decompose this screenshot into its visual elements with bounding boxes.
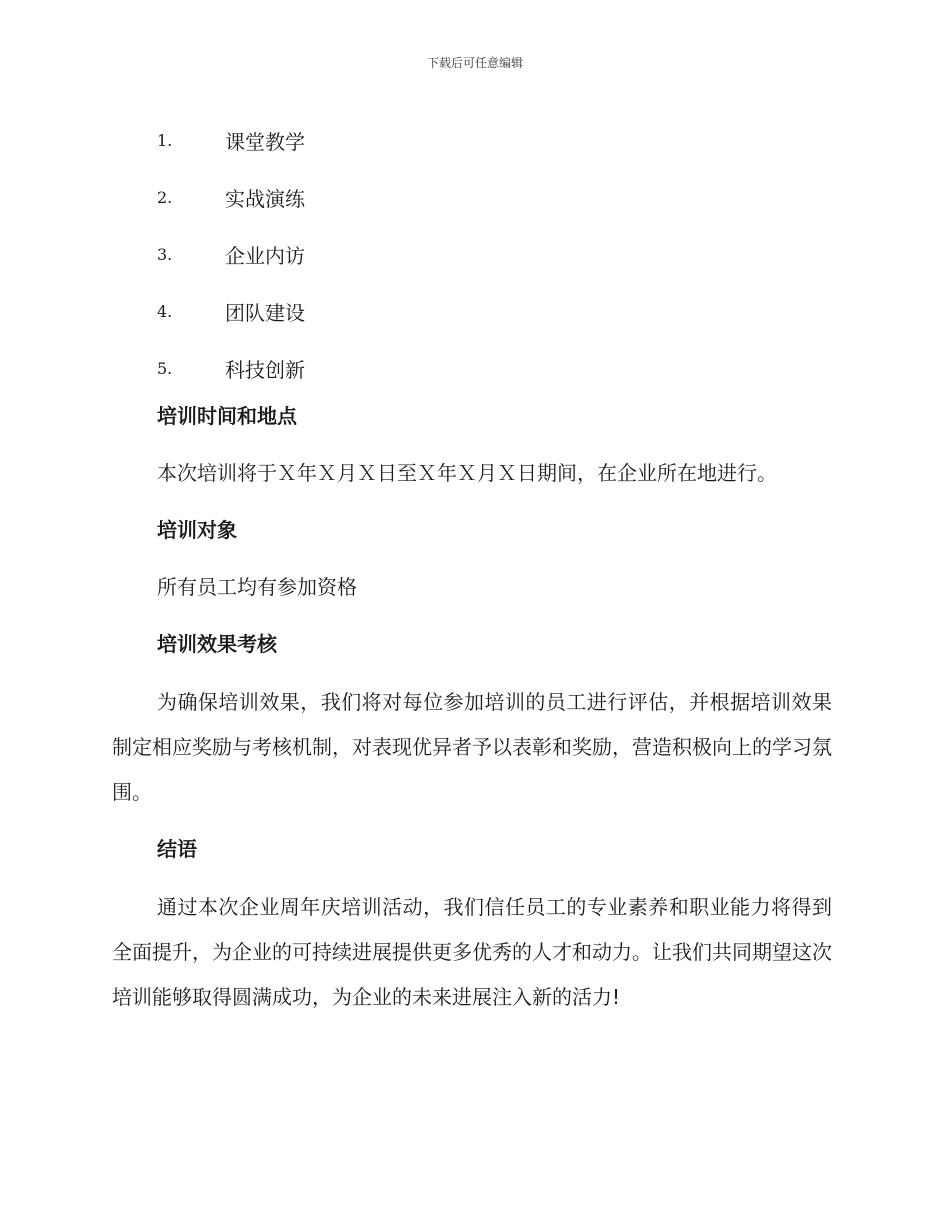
list-item <box>157 112 305 169</box>
section-heading-time-place: 培训时间和地点 <box>157 404 297 428</box>
assessment-section <box>112 629 832 659</box>
list-text: 课堂教学 <box>225 130 305 154</box>
conclusion-text: 通过本次企业周年庆培训活动，我们信任员工的专业素养和职业能力将得到全面提升，为企业的可持续进展提供更多优秀的人才和动力。让我们共同期望这次培训能够取得圆满成功，为企业的未来进展注入新的活力! <box>112 895 832 1009</box>
time-place-text: 本次培训将于Ｘ年Ｘ月Ｘ日至Ｘ年Ｘ月Ｘ日期间，在企业所在地进行。 <box>157 461 777 485</box>
section-heading-assessment: 培训效果考核 <box>157 632 277 656</box>
list-text: 企业内访 <box>225 244 305 268</box>
assessment-body <box>112 680 832 815</box>
list-number: 1. <box>157 131 173 150</box>
assessment-text: 为确保培训效果，我们将对每位参加培训的员工进行评估，并根据培训效果制定相应奖励与考核机制，对表现优异者予以表彰和奖励，营造积极向上的学习氛围。 <box>112 690 832 804</box>
header-note: 下载后可任意编辑 <box>426 56 523 70</box>
list-item <box>157 283 305 340</box>
list-number: 3. <box>157 245 173 264</box>
list-item <box>157 169 305 226</box>
target-body <box>112 572 832 602</box>
section-heading-target: 培训对象 <box>157 518 237 542</box>
list-text: 团队建设 <box>225 301 305 325</box>
list-number: 5. <box>157 359 173 378</box>
training-methods-list <box>157 112 305 397</box>
target-section <box>112 515 832 545</box>
target-text: 所有员工均有参加资格 <box>157 575 357 599</box>
list-item <box>157 340 305 397</box>
list-item <box>157 226 305 283</box>
list-text: 科技创新 <box>225 358 305 382</box>
conclusion-section <box>112 834 832 864</box>
conclusion-body <box>112 885 832 1020</box>
list-text: 实战演练 <box>225 187 305 211</box>
list-number: 4. <box>157 302 173 321</box>
time-place-section <box>112 401 832 431</box>
section-heading-conclusion: 结语 <box>157 837 197 861</box>
list-number: 2. <box>157 188 173 207</box>
time-place-body <box>112 458 832 488</box>
